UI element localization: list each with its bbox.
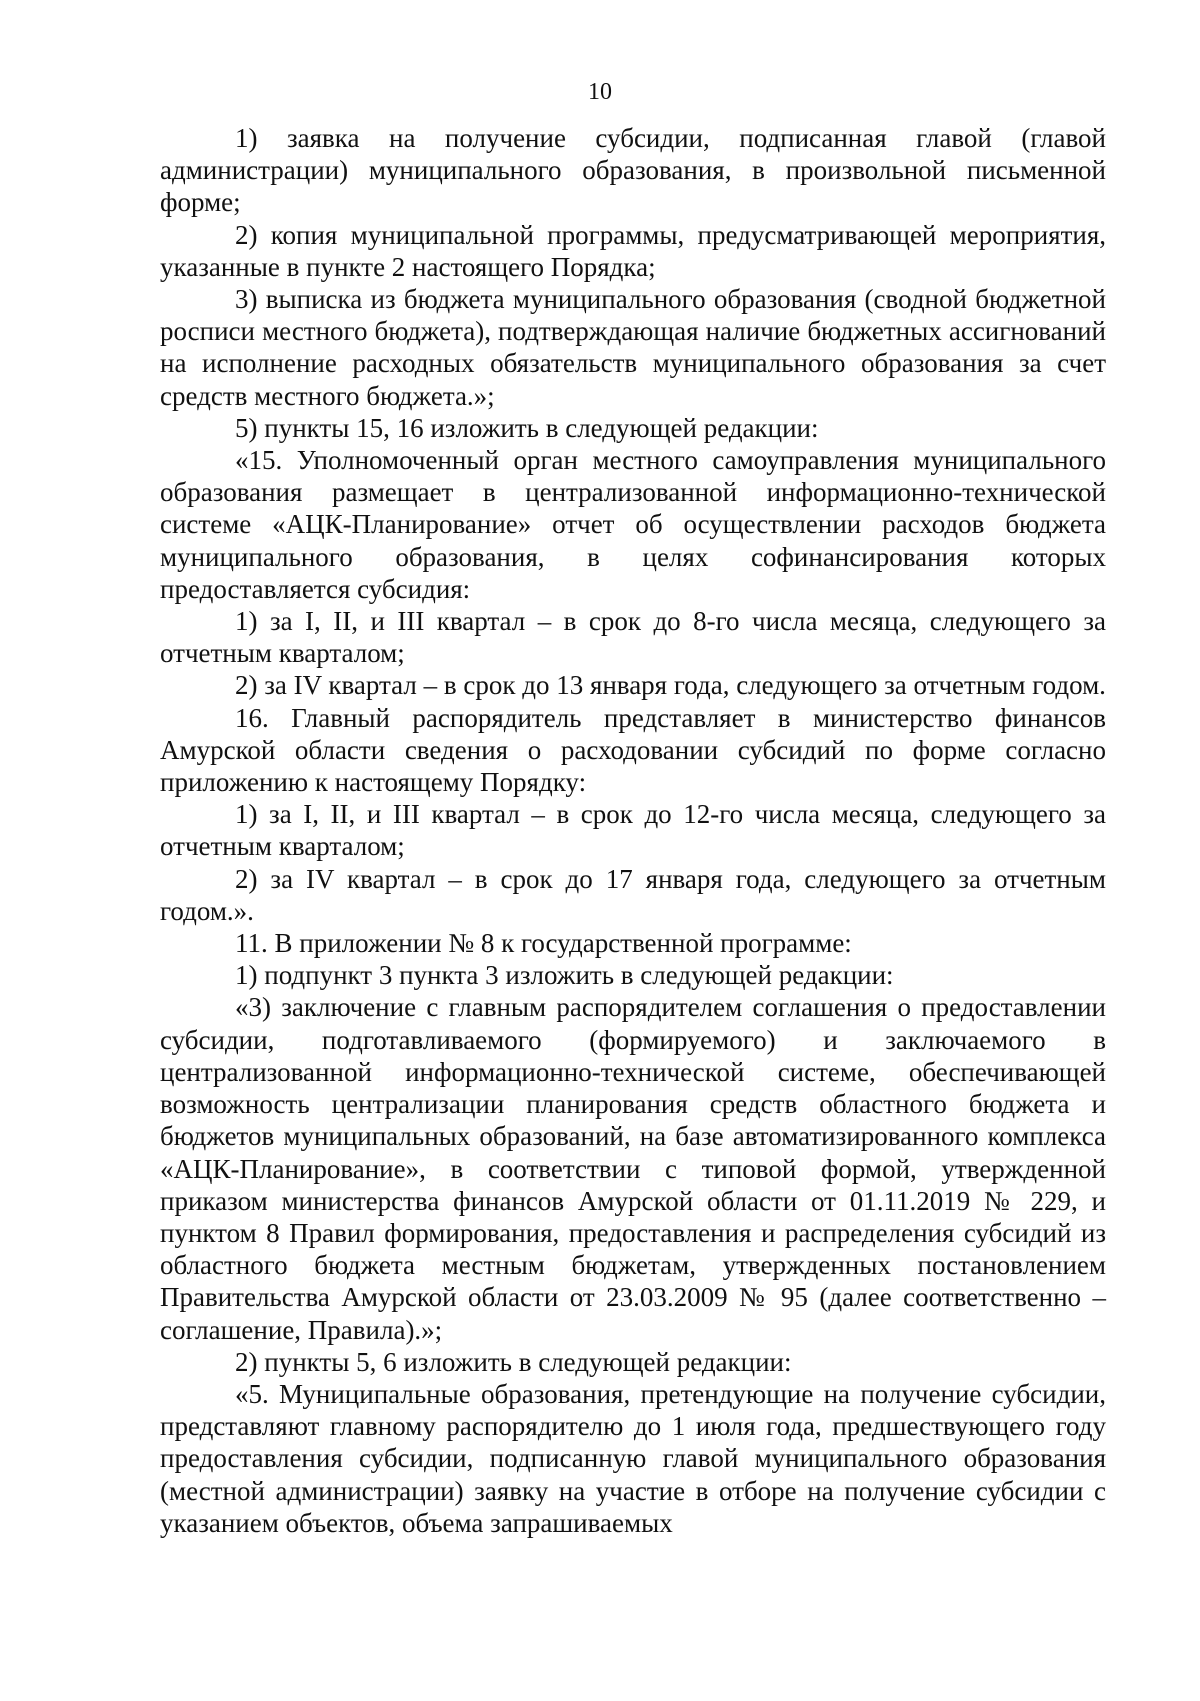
paragraph-point-15-item-2: 2) за IV квартал – в срок до 13 января года, следующего за отчетным годом. <box>235 670 1106 701</box>
paragraph-item-1-application: 1) заявка на получение субсидии, подписанная главой (главой администрации) муниципального образования, в произвольной письменной форме; <box>160 123 1106 218</box>
paragraph-point-15: «15. Уполномоченный орган местного самоуправления муниципального образования размещает в централизованной информационно-технической системе «АЦК-Планирование» отчет об осуществлении расходов бюджета муниципального образования, в целях софинансирования которых предоставляется субсидия: <box>160 445 1106 604</box>
document-body <box>160 122 1106 1539</box>
paragraph-item-2-program-copy: 2) копия муниципальной программы, предусматривающей мероприятия, указанные в пункте 2 настоящего Порядка; <box>160 219 1106 282</box>
paragraph-point-16-item-1: 1) за I, II, и III квартал – в срок до 12-го числа месяца, следующего за отчетным кварталом; <box>160 799 1106 862</box>
paragraph-section-11-item-2: 2) пункты 5, 6 изложить в следующей редакции: <box>235 1346 792 1377</box>
paragraph-subpoint-3: «3) заключение с главным распорядителем соглашения о предоставлении субсидии, подготавливаемого (формируемого) и заключаемого в централизованной информационно-технической системе, обеспечивающей возможность централизации планирования средств областного бюджета и бюджетов муниципальных образований, на базе автоматизированного комплекса «АЦК-Планирование», в соответствии с типовой формой, утвержденной приказом министерства финансов Амурской области от 01.11.2019 № 229, и пунктом 8 Правил формирования, предоставления и распределения субсидий из областного бюджета местным бюджетам, утвержденных постановлением Правительства Амурской области от 23.03.2009 № 95 (далее соответственно – соглашение, Правила).»; <box>160 992 1106 1345</box>
paragraph-point-16-item-2: 2) за IV квартал – в срок до 17 января года, следующего за отчетным годом.». <box>160 863 1106 926</box>
paragraph-point-5: «5. Муниципальные образования, претендующие на получение субсидии, представляют главному распорядителю до 1 июля года, предшествующего году предоставления субсидии, подписанную главой муниципального образования (местной администрации) заявку на участие в отборе на получение субсидии с указанием объектов, объема запрашиваемых <box>160 1378 1106 1538</box>
paragraph-item-3-budget-extract: 3) выписка из бюджета муниципального образования (сводной бюджетной росписи местного бюджета), подтверждающая наличие бюджетных ассигнований на исполнение расходных обязательств муниципального образования за счет средств местного бюджета.»; <box>160 284 1106 411</box>
page-number: 10 <box>588 79 612 105</box>
paragraph-section-11-item-1: 1) подпункт 3 пункта 3 изложить в следующей редакции: <box>235 960 894 991</box>
paragraph-point-15-item-1: 1) за I, II, и III квартал – в срок до 8-го числа месяца, следующего за отчетным кварталом; <box>160 606 1106 669</box>
paragraph-point-16: 16. Главный распорядитель представляет в министерство финансов Амурской области сведения о расходовании субсидий по форме согласно приложению к настоящему Порядку: <box>160 702 1106 798</box>
paragraph-section-11: 11. В приложении № 8 к государственной программе: <box>235 928 852 959</box>
paragraph-amendment-5: 5) пункты 15, 16 изложить в следующей редакции: <box>235 412 819 443</box>
